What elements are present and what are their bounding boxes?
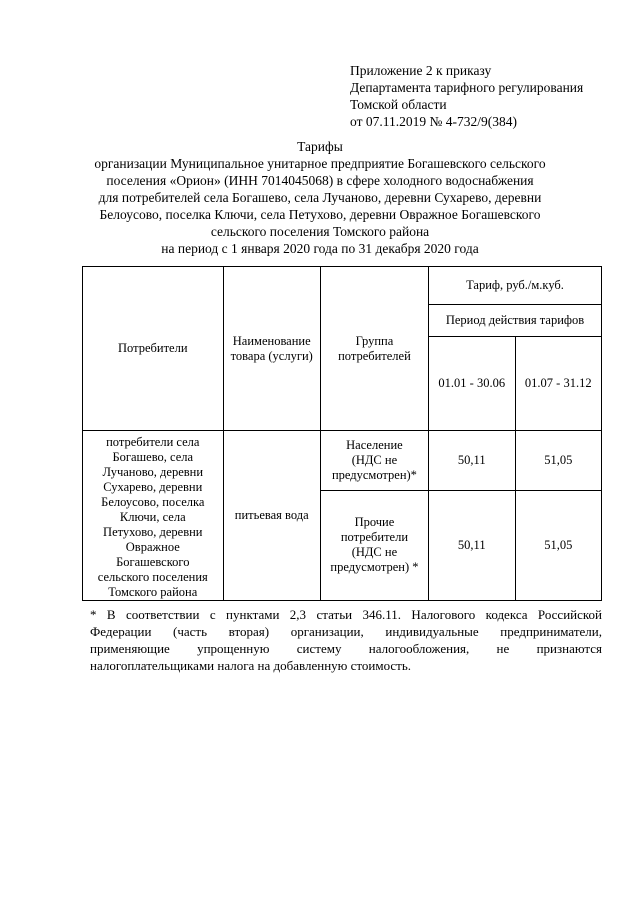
tariff-value: 51,05 bbox=[515, 431, 602, 491]
title-line: Белоусово, поселка Ключи, села Петухово, деревни Овражное Богашевского bbox=[99, 207, 541, 222]
header-period-2: 01.07 - 31.12 bbox=[515, 337, 602, 431]
appendix-line: от 07.11.2019 № 4-732/9(384) bbox=[350, 114, 517, 129]
footnote-line: применяющие упрощенную систему налогообложения, не признаются bbox=[90, 641, 602, 656]
group-population: Население (НДС не предусмотрен)* bbox=[320, 431, 428, 491]
consumers-description: потребители села Богашево, села Лучаново, деревни Сухарево, деревни Белоусово, поселка Ключи, села Петухово, деревни Овражное Богашевского сельского поселения Томского района bbox=[83, 431, 224, 601]
title-line: сельского поселения Томского района bbox=[210, 224, 430, 239]
group-other: Прочие потребители (НДС не предусмотрен) * bbox=[320, 490, 428, 601]
header-period: Период действия тарифов bbox=[429, 305, 602, 337]
tariff-value: 51,05 bbox=[515, 490, 602, 601]
header-tariff: Тариф, руб./м.куб. bbox=[429, 267, 602, 305]
footnote-line: * В соответствии с пунктами 2,3 статьи 346.11. Налогового кодекса Российской bbox=[90, 607, 602, 622]
tariff-value: 50,11 bbox=[429, 490, 516, 601]
footnote bbox=[90, 606, 602, 674]
title-heading: Тарифы bbox=[297, 139, 343, 154]
document-title bbox=[90, 138, 550, 257]
product-name: питьевая вода bbox=[223, 431, 320, 601]
header-product: Наименование товара (услуги) bbox=[223, 267, 320, 431]
footnote-line: налогоплательщиками налога на добавленную стоимость. bbox=[90, 658, 412, 673]
title-line: поселения «Орион» (ИНН 7014045068) в сфере холодного водоснабжения bbox=[106, 173, 534, 188]
appendix-line: Департамента тарифного регулирования bbox=[350, 80, 584, 95]
appendix-header bbox=[350, 62, 630, 130]
title-line: на период с 1 января 2020 года по 31 декабря 2020 года bbox=[161, 241, 479, 256]
title-line: организации Муниципальное унитарное предприятие Богашевского сельского bbox=[94, 156, 546, 171]
header-consumers: Потребители bbox=[83, 267, 224, 431]
appendix-line: Приложение 2 к приказу bbox=[350, 63, 492, 78]
tariff-value: 50,11 bbox=[429, 431, 516, 491]
title-line: для потребителей села Богашево, села Лучаново, деревни Сухарево, деревни bbox=[98, 190, 542, 205]
tariff-table bbox=[82, 266, 602, 601]
footnote-line: Федерации (часть вторая) организации, индивидуальные предприниматели, bbox=[90, 624, 602, 639]
header-period-1: 01.01 - 30.06 bbox=[429, 337, 516, 431]
appendix-line: Томской области bbox=[350, 97, 447, 112]
header-group: Группа потребителей bbox=[320, 267, 428, 431]
